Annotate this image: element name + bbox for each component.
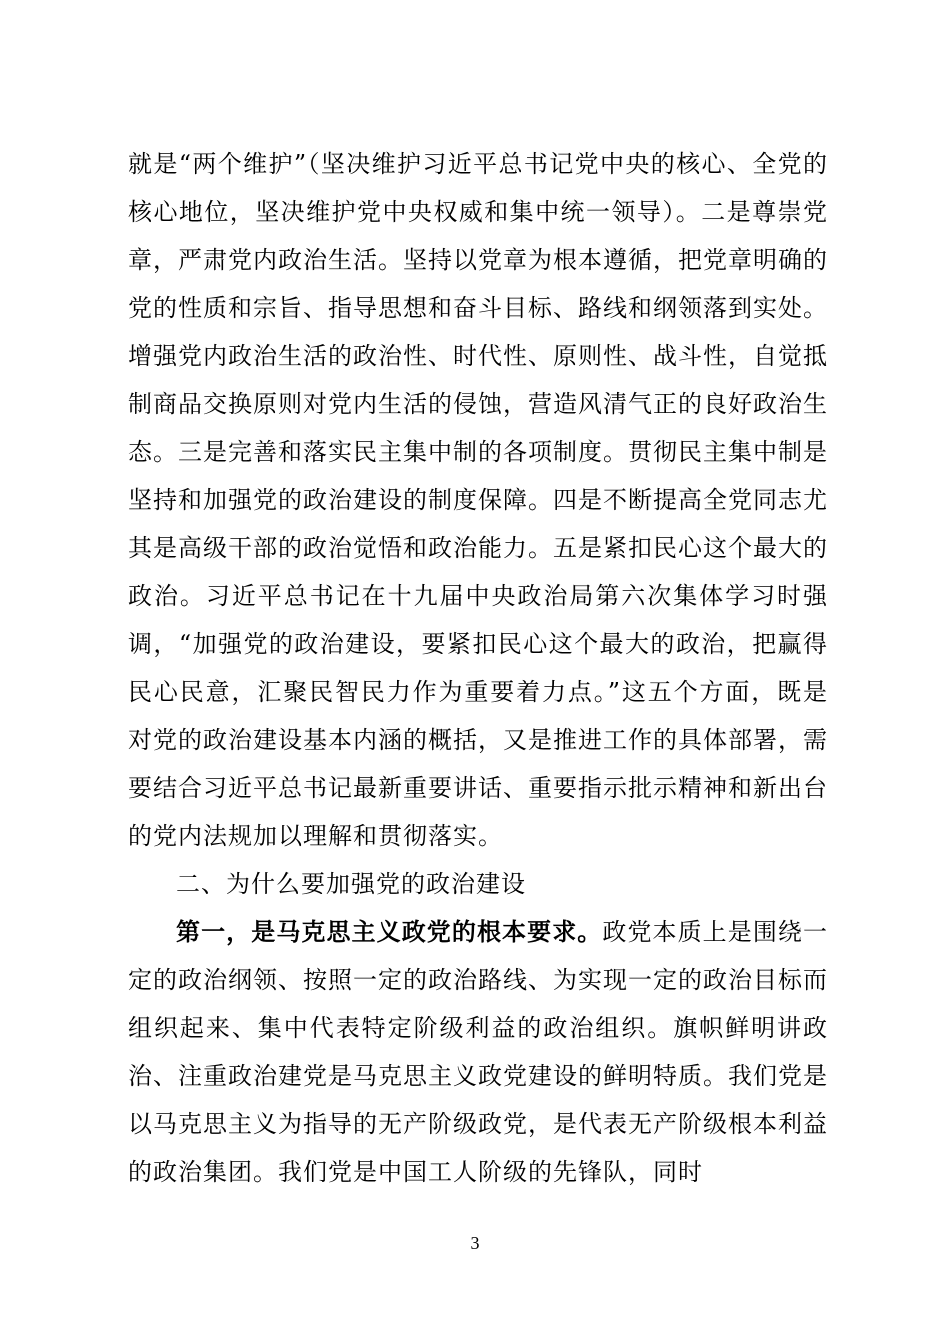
paragraph-body: 政党本质上是围绕一定的政治纲领、按照一定的政治路线、为实现一定的政治目标而组织起来、集中代表特定阶级利益的政治组织。旗帜鲜明讲政治、注重政治建党是马克思主义政党建设的鲜明特质。我们党是以马克思主义为指导的无产阶级政党，是代表无产阶级根本利益的政治集团。我们党是中国工人阶级的先锋队，同时: [128, 918, 828, 1186]
section-heading: 二、为什么要加强党的政治建设: [176, 870, 526, 898]
page-number: 3: [470, 1233, 480, 1253]
paragraph-first-point: [128, 908, 828, 1196]
paragraph-continued: 就是“两个维护”（坚决维护习近平总书记党中央的核心、全党的核心地位，坚决维护党中央权威和集中统一领导）。二是尊崇党章，严肃党内政治生活。坚持以党章为根本遵循，把党章明确的党的性质和宗旨、指导思想和奋斗目标、路线和纲领落到实处。增强党内政治生活的政治性、时代性、原则性、战斗性，自觉抵制商品交换原则对党内生活的侵蚀，营造风清气正的良好政治生态。三是完善和落实民主集中制的各项制度。贯彻民主集中制是坚持和加强党的政治建设的制度保障。四是不断提高全党同志尤其是高级干部的政治觉悟和政治能力。五是紧扣民心这个最大的政治。习近平总书记在十九届中央政治局第六次集体学习时强调，“加强党的政治建设，要紧扣民心这个最大的政治，把赢得民心民意，汇聚民智民力作为重要着力点。”这五个方面，既是对党的政治建设基本内涵的概括，又是推进工作的具体部署，需要结合习近平总书记最新重要讲话、重要指示批示精神和新出台的党内法规加以理解和贯彻落实。: [128, 150, 828, 850]
paragraph-lead-bold: 第一，是马克思主义政党的根本要求。: [176, 918, 603, 946]
body-text: [128, 140, 828, 1196]
